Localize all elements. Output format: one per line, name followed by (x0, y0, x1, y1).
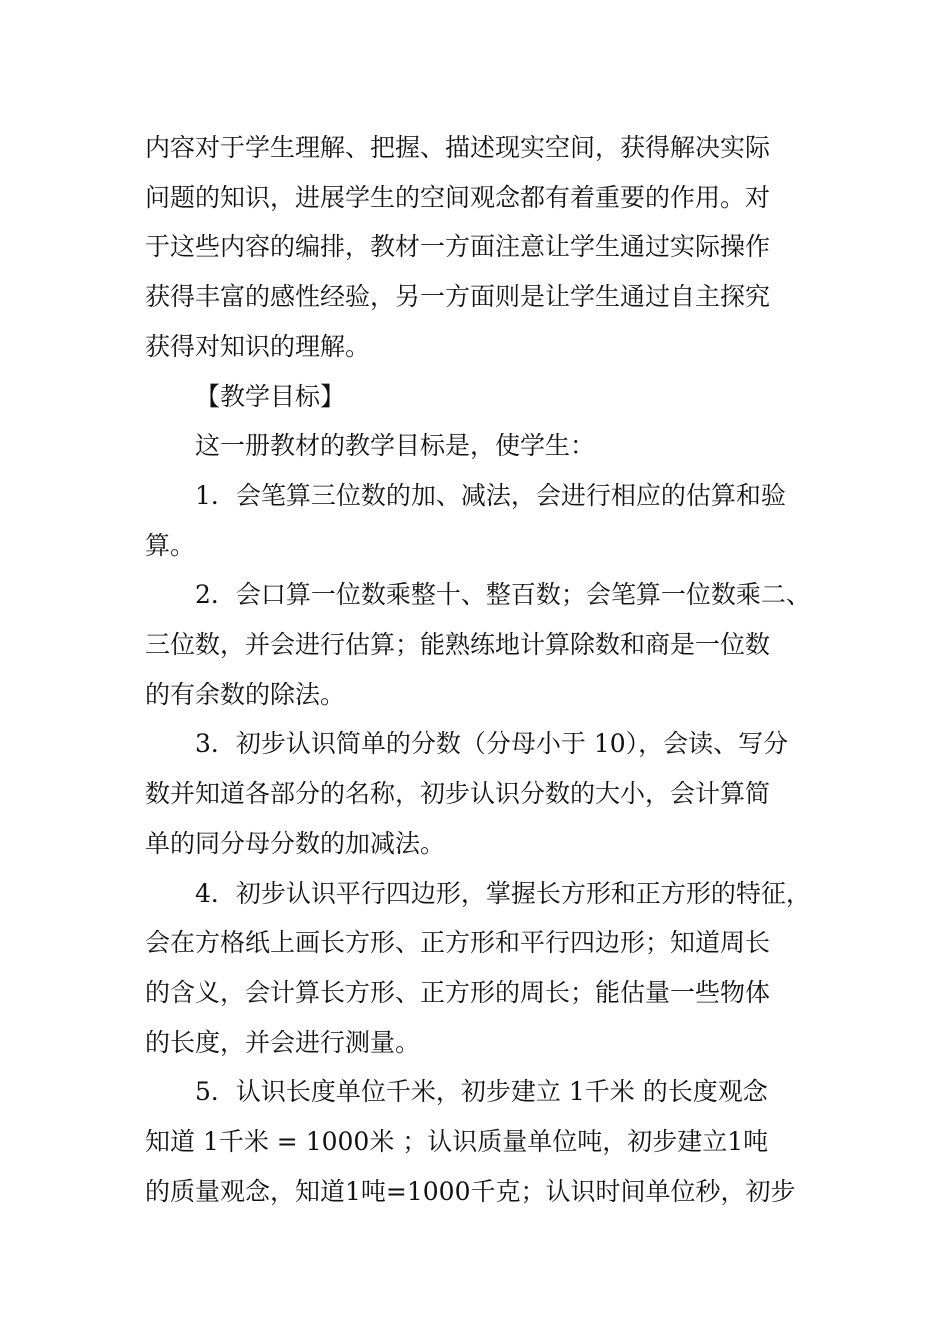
text-line: 于这些内容的编排，教材一方面注意让学生通过实际操作 (145, 232, 771, 262)
text-line: 内容对于学生理解、把握、描述现实空间，获得解决实际 (145, 133, 771, 162)
text-line: 数并知道各部分的名称，初步认识分数的大小，会计算简 (145, 779, 771, 809)
text-line: 获得对知识的理解。 (145, 331, 371, 361)
text-line: 的质量观念，知道1吨=1000千克；认识时间单位秒，初步 (145, 1176, 796, 1206)
text-line: 的有余数的除法。 (145, 679, 346, 709)
text-line: 获得丰富的感性经验，另一方面则是让学生通过自主探究 (145, 282, 771, 312)
text-line: 知道 1千米 = 1000米 ；认识质量单位吨，初步建立1吨 (145, 1127, 769, 1156)
text-line: 的长度，并会进行测量。 (145, 1027, 421, 1057)
text-line: 问题的知识，进展学生的空间观念都有着重要的作用。对 (145, 182, 771, 212)
list-item-5: 5．认识长度单位千米，初步建立 1千米 的长度观念 (195, 1077, 768, 1107)
list-item-1: 1．会笔算三位数的加、减法，会进行相应的估算和验 (195, 480, 786, 510)
section-heading: 【教学目标】 (195, 381, 346, 411)
text-line: 会在方格纸上画长方形、正方形和平行四边形；知道周长 (145, 928, 771, 958)
text-line: 三位数，并会进行估算；能熟练地计算除数和商是一位数 (145, 630, 771, 659)
text-line: 的含义，会计算长方形、正方形的周长；能估量一些物体 (145, 977, 771, 1007)
text-line: 这一册教材的教学目标是，使学生： (195, 431, 596, 461)
list-item-2: 2．会口算一位数乘整十、整百数；会笔算一位数乘二、 (195, 580, 811, 610)
list-item-4: 4．初步认识平行四边形，掌握长方形和正方形的特征， (195, 878, 811, 908)
list-item-3: 3．初步认识简单的分数（分母小于 10），会读、写分 (195, 729, 789, 759)
text-line: 单的同分母分数的加减法。 (145, 828, 446, 858)
text-line: 算。 (145, 530, 196, 560)
